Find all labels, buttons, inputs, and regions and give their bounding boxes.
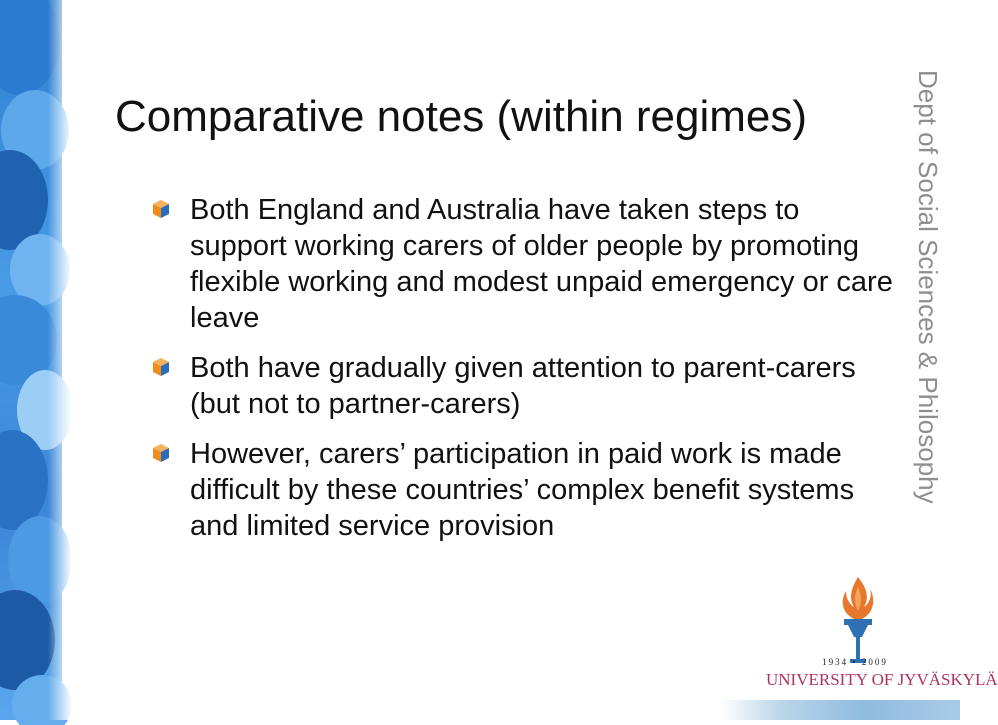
department-label: Dept of Social Sciences & Philosophy: [913, 70, 943, 504]
bullet-item: [150, 192, 895, 336]
bullet-text: Both England and Australia have taken steps to support working carers of older people by promoting flexible working and modest unpaid emergency or care leave: [190, 194, 893, 334]
3d-cube-bullet-icon: [152, 357, 170, 377]
bullet-text: Both have gradually given attention to parent-carers (but not to partner-carers): [190, 352, 856, 420]
torch-logo-icon: [830, 573, 886, 665]
bullet-text: However, carers’ participation in paid work is made difficult by these countries’ complex benefit systems and limited service provision: [190, 438, 855, 542]
3d-cube-bullet-icon: [152, 199, 170, 219]
bullet-item: [150, 436, 895, 544]
university-name: UNIVERSITY OF JYVÄSKYLÄ: [766, 670, 998, 689]
bullet-item: [150, 350, 895, 422]
logo-years: 1934 • 2009: [822, 657, 888, 667]
photo-fade: [48, 0, 88, 720]
slide-title: Comparative notes (within regimes): [115, 92, 808, 141]
bottom-decor-band: [720, 700, 960, 720]
blue-stones-photo: [0, 0, 62, 720]
3d-cube-bullet-icon: [152, 443, 170, 463]
bullet-list: [150, 192, 895, 558]
